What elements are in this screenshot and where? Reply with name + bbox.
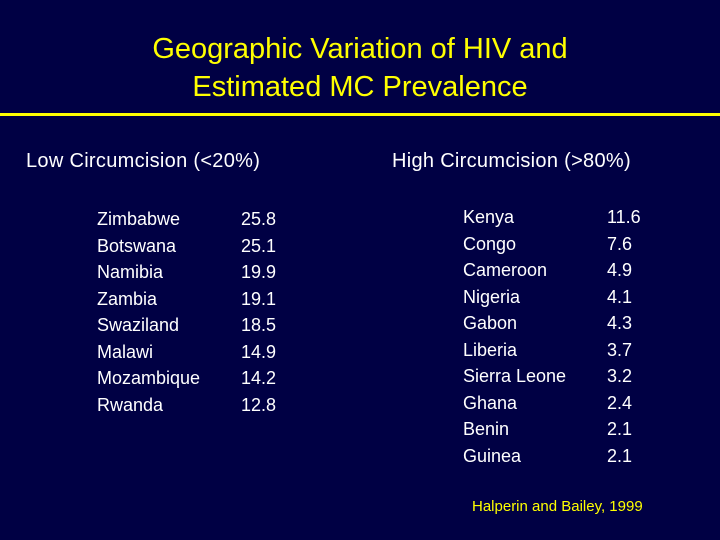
hiv-prevalence-value: 3.2 [607,366,633,386]
country-name: Guinea [463,445,522,466]
country-name: Zambia [97,288,158,309]
title-divider [0,113,720,116]
country-name: Gabon [463,313,518,333]
slide-title [0,30,720,106]
hiv-prevalence-value: 4.1 [607,286,633,307]
high-country-list [463,204,566,469]
country-name: Rwanda [97,394,164,415]
country-name: Liberia [463,339,518,360]
country-name: Malawi [97,341,154,362]
low-country-list [97,206,200,418]
hiv-prevalence-value: 2.1 [607,419,633,439]
country-name: Benin [463,419,510,439]
hiv-prevalence-value: 3.7 [607,339,633,360]
hiv-prevalence-value: 12.8 [241,394,277,415]
country-name: Ghana [463,392,518,413]
hiv-prevalence-value: 7.6 [607,233,633,254]
high-circumcision-heading: High Circumcision (>80%) [392,150,631,172]
hiv-prevalence-value: 2.1 [607,445,633,466]
high-value-list [607,204,641,469]
country-name: Congo [463,233,517,254]
low-value-list [241,206,276,418]
country-name: Zimbabwe [97,209,181,229]
hiv-prevalence-value: 18.5 [241,315,277,335]
country-name: Kenya [463,207,515,227]
hiv-prevalence-value: 2.4 [607,392,633,413]
hiv-prevalence-value: 25.1 [241,235,277,256]
hiv-prevalence-value: 14.2 [241,368,277,388]
hiv-prevalence-value: 14.9 [241,341,277,362]
country-name: Nigeria [463,286,521,307]
hiv-prevalence-value: 19.1 [241,288,277,309]
country-name: Botswana [97,235,177,256]
hiv-prevalence-value: 4.9 [607,260,633,280]
country-name: Namibia [97,262,164,282]
country-name: Swaziland [97,315,180,335]
hiv-prevalence-value: 25.8 [241,209,277,229]
country-name: Cameroon [463,260,548,280]
citation: Halperin and Bailey, 1999 [472,498,643,515]
hiv-prevalence-value: 4.3 [607,313,633,333]
country-name: Sierra Leone [463,366,567,386]
country-name: Mozambique [97,368,201,388]
title-line-1: Geographic Variation of HIV and [152,33,568,65]
hiv-prevalence-value: 19.9 [241,262,277,282]
title-line-2: Estimated MC Prevalence [192,71,528,103]
hiv-prevalence-value: 11.6 [607,207,641,227]
low-circumcision-heading: Low Circumcision (<20%) [26,150,261,172]
